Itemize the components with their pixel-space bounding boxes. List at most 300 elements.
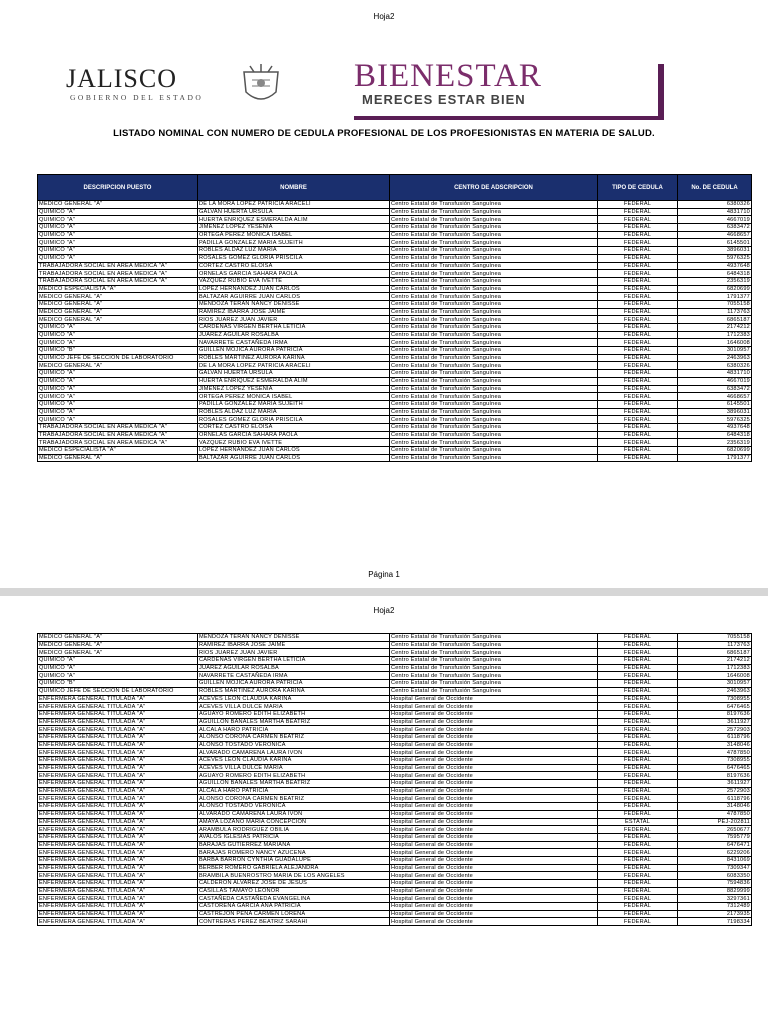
cell-nombre: CARDENAS VIRGEN BERTHA LETICIA <box>198 657 390 665</box>
jalisco-logo-subtitle: GOBIERNO DEL ESTADO <box>70 93 204 102</box>
cell-centro: Centro Estatal de Transfusión Sanguínea <box>390 672 598 680</box>
table-row <box>38 285 752 293</box>
cell-numero-cedula: 8197636 <box>678 772 752 780</box>
cell-nombre: MENDOZA TERAN NANCY DENISSE <box>198 300 390 308</box>
cell-tipo-cedula: FEDERAL <box>598 772 678 780</box>
cell-nombre: ACEVES LEON CLAUDIA KARINA <box>198 757 390 765</box>
cell-tipo-cedula: FEDERAL <box>598 787 678 795</box>
cell-numero-cedula: 1791377 <box>678 293 752 301</box>
cell-tipo-cedula: FEDERAL <box>598 316 678 324</box>
cell-numero-cedula: 7198334 <box>678 918 752 926</box>
cell-nombre: ALVARADO CAMARENA LAURA IVON <box>198 749 390 757</box>
cell-numero-cedula: 6118796 <box>678 795 752 803</box>
cell-puesto: QUIMICO "A" <box>38 385 198 393</box>
cell-centro: Centro Estatal de Transfusión Sanguínea <box>390 308 598 316</box>
table-row <box>38 841 752 849</box>
cell-puesto: ENFERMERA GENERAL TITULADA "A" <box>38 864 198 872</box>
table-row <box>38 216 752 224</box>
cell-centro: Centro Estatal de Transfusión Sanguínea <box>390 354 598 362</box>
cell-puesto: MEDICO GENERAL "A" <box>38 454 198 462</box>
cell-tipo-cedula: FEDERAL <box>598 757 678 765</box>
cell-numero-cedula: 6476465 <box>678 764 752 772</box>
table-row <box>38 749 752 757</box>
cell-puesto: QUIMICO "A" <box>38 254 198 262</box>
cell-numero-cedula: 3297361 <box>678 895 752 903</box>
table-row <box>38 687 752 695</box>
cell-nombre: ORTEGA PEREZ MONICA ISABEL <box>198 231 390 239</box>
cell-puesto: QUIMICO "A" <box>38 224 198 232</box>
cell-numero-cedula: 6484318 <box>678 270 752 278</box>
cell-nombre: ORNELAS GARCIA SAHARA PAOLA <box>198 431 390 439</box>
cell-numero-cedula: 5976325 <box>678 254 752 262</box>
cell-centro: Hospital General de Occidente <box>390 872 598 880</box>
table-row <box>38 439 752 447</box>
cell-centro: Centro Estatal de Transfusión Sanguínea <box>390 285 598 293</box>
table-row <box>38 400 752 408</box>
cell-tipo-cedula: FEDERAL <box>598 224 678 232</box>
cell-numero-cedula: 7055158 <box>678 634 752 642</box>
cell-puesto: QUIMICO "A" <box>38 393 198 401</box>
cell-nombre: ACEVES LEON CLAUDIA KARINA <box>198 695 390 703</box>
table-row <box>38 231 752 239</box>
table-row <box>38 657 752 665</box>
sheet-label: Hoja2 <box>373 606 395 615</box>
cell-tipo-cedula: FEDERAL <box>598 393 678 401</box>
table-row <box>38 795 752 803</box>
cell-tipo-cedula: FEDERAL <box>598 324 678 332</box>
cell-numero-cedula: 3148046 <box>678 803 752 811</box>
cell-puesto: QUIMICO "A" <box>38 216 198 224</box>
cell-nombre: BARAJAS GUTIERREZ MARIANA <box>198 841 390 849</box>
table-row <box>38 672 752 680</box>
cell-puesto: MEDICO ESPECIALISTA "A" <box>38 447 198 455</box>
cell-centro: Centro Estatal de Transfusión Sanguínea <box>390 262 598 270</box>
cell-tipo-cedula: FEDERAL <box>598 803 678 811</box>
cell-tipo-cedula: FEDERAL <box>598 680 678 688</box>
cell-nombre: RIOS JUAREZ JUAN JAVIER <box>198 649 390 657</box>
cell-numero-cedula: 8829999 <box>678 887 752 895</box>
table-row <box>38 887 752 895</box>
cell-numero-cedula: 6380326 <box>678 201 752 209</box>
table-row <box>38 772 752 780</box>
cell-tipo-cedula: FEDERAL <box>598 895 678 903</box>
cell-centro: Hospital General de Occidente <box>390 810 598 818</box>
cell-centro: Centro Estatal de Transfusión Sanguínea <box>390 687 598 695</box>
cell-nombre: CORTEZ CASTRO ELOISA <box>198 262 390 270</box>
cell-numero-cedula: 3010957 <box>678 347 752 355</box>
cell-nombre: ALONSO TOSTADO VERONICA <box>198 803 390 811</box>
cell-tipo-cedula: FEDERAL <box>598 454 678 462</box>
cell-puesto: ENFERMERA GENERAL TITULADA "A" <box>38 918 198 926</box>
cell-nombre: CASTORENA GARCIA ANA PATRICIA <box>198 903 390 911</box>
cell-puesto: MEDICO GENERAL "A" <box>38 300 198 308</box>
cell-centro: Centro Estatal de Transfusión Sanguínea <box>390 377 598 385</box>
cell-puesto: QUIMICO "A" <box>38 324 198 332</box>
table-row <box>38 895 752 903</box>
cell-nombre: DE LA MORA LOPEZ PATRICIA ARACELI <box>198 362 390 370</box>
cell-nombre: BARBA BARRON CYNTHIA GUADALUPE <box>198 856 390 864</box>
table-row <box>38 431 752 439</box>
cell-centro: Hospital General de Occidente <box>390 749 598 757</box>
cell-puesto: MEDICO GENERAL "A" <box>38 649 198 657</box>
cell-nombre: ROSALES GOMEZ GLORIA PRISCILA <box>198 416 390 424</box>
table-row <box>38 833 752 841</box>
cell-centro: Centro Estatal de Transfusión Sanguínea <box>390 216 598 224</box>
cell-puesto: QUIMICO "A" <box>38 416 198 424</box>
cell-nombre: ALONSO CORONA CARMEN BEATRIZ <box>198 733 390 741</box>
cell-centro: Centro Estatal de Transfusión Sanguínea <box>390 634 598 642</box>
cell-centro: Centro Estatal de Transfusión Sanguínea <box>390 324 598 332</box>
cell-centro: Hospital General de Occidente <box>390 780 598 788</box>
cell-puesto: QUIMICO "A" <box>38 370 198 378</box>
cell-puesto: QUIMICO "A" <box>38 377 198 385</box>
cell-numero-cedula: 6118796 <box>678 733 752 741</box>
header-descripcion-puesto: DESCRIPCION PUESTO <box>38 175 198 201</box>
cell-centro: Centro Estatal de Transfusión Sanguínea <box>390 423 598 431</box>
cell-tipo-cedula: ESTATAL <box>598 818 678 826</box>
cell-centro: Centro Estatal de Transfusión Sanguínea <box>390 231 598 239</box>
cell-centro: Centro Estatal de Transfusión Sanguínea <box>390 316 598 324</box>
cell-tipo-cedula: FEDERAL <box>598 201 678 209</box>
table-row <box>38 757 752 765</box>
cell-tipo-cedula: FEDERAL <box>598 872 678 880</box>
cell-numero-cedula: 3611927 <box>678 718 752 726</box>
cell-puesto: MEDICO GENERAL "A" <box>38 308 198 316</box>
cell-centro: Centro Estatal de Transfusión Sanguínea <box>390 224 598 232</box>
cell-puesto: QUIMICO "A" <box>38 239 198 247</box>
bienestar-logo-subtitle: MERECES ESTAR BIEN <box>362 92 526 107</box>
cell-tipo-cedula: FEDERAL <box>598 431 678 439</box>
cell-tipo-cedula: FEDERAL <box>598 672 678 680</box>
cell-tipo-cedula: FEDERAL <box>598 764 678 772</box>
cell-puesto: MEDICO GENERAL "A" <box>38 634 198 642</box>
table-row <box>38 331 752 339</box>
cell-centro: Hospital General de Occidente <box>390 757 598 765</box>
table-row <box>38 680 752 688</box>
cell-puesto: ENFERMERA GENERAL TITULADA "A" <box>38 695 198 703</box>
cell-puesto: MEDICO GENERAL "A" <box>38 641 198 649</box>
cell-puesto: ENFERMERA GENERAL TITULADA "A" <box>38 741 198 749</box>
cell-tipo-cedula: FEDERAL <box>598 864 678 872</box>
table-row <box>38 664 752 672</box>
cell-nombre: JUAREZ AGUILAR ROSALBA <box>198 664 390 672</box>
cell-tipo-cedula: FEDERAL <box>598 408 678 416</box>
cell-numero-cedula: 1173763 <box>678 308 752 316</box>
cell-tipo-cedula: FEDERAL <box>598 880 678 888</box>
jalisco-logo-text: JALISCO <box>66 64 178 93</box>
cell-centro: Centro Estatal de Transfusión Sanguínea <box>390 416 598 424</box>
cell-tipo-cedula: FEDERAL <box>598 903 678 911</box>
header-nombre: NOMBRE <box>198 175 390 201</box>
cell-centro: Hospital General de Occidente <box>390 864 598 872</box>
cell-numero-cedula: 3010957 <box>678 680 752 688</box>
cell-numero-cedula: 4667019 <box>678 216 752 224</box>
cell-nombre: ALONSO CORONA CARMEN BEATRIZ <box>198 795 390 803</box>
table-row <box>38 710 752 718</box>
cell-nombre: BALTAZAR AGUIRRE JUAN CARLOS <box>198 454 390 462</box>
cell-centro: Hospital General de Occidente <box>390 841 598 849</box>
cell-centro: Hospital General de Occidente <box>390 895 598 903</box>
cell-numero-cedula: 6865187 <box>678 649 752 657</box>
cell-tipo-cedula: FEDERAL <box>598 377 678 385</box>
cell-puesto: ENFERMERA GENERAL TITULADA "A" <box>38 849 198 857</box>
cell-nombre: ALCALA HARO PATRICIA <box>198 726 390 734</box>
cell-centro: Hospital General de Occidente <box>390 803 598 811</box>
cell-tipo-cedula: FEDERAL <box>598 657 678 665</box>
cell-centro: Centro Estatal de Transfusión Sanguínea <box>390 270 598 278</box>
cell-numero-cedula: 4937648 <box>678 423 752 431</box>
cell-tipo-cedula: FEDERAL <box>598 277 678 285</box>
cell-centro: Centro Estatal de Transfusión Sanguínea <box>390 201 598 209</box>
cell-numero-cedula: 2463963 <box>678 687 752 695</box>
cell-nombre: PADILLA GONZALEZ MARIA SUJEITH <box>198 400 390 408</box>
table-row <box>38 741 752 749</box>
cell-puesto: ENFERMERA GENERAL TITULADA "A" <box>38 757 198 765</box>
cell-nombre: CASTAÑEDA CASTAÑEDA EVANGELINA <box>198 895 390 903</box>
cell-tipo-cedula: FEDERAL <box>598 447 678 455</box>
table-row <box>38 764 752 772</box>
cell-nombre: ROBLES MARTINEZ AURORA KARINA <box>198 687 390 695</box>
cell-centro: Hospital General de Occidente <box>390 772 598 780</box>
cell-tipo-cedula: FEDERAL <box>598 285 678 293</box>
table-row <box>38 262 752 270</box>
cell-tipo-cedula: FEDERAL <box>598 887 678 895</box>
cell-numero-cedula: 2650677 <box>678 826 752 834</box>
cell-tipo-cedula: FEDERAL <box>598 718 678 726</box>
cell-tipo-cedula: FEDERAL <box>598 780 678 788</box>
table-row <box>38 247 752 255</box>
cell-centro: Centro Estatal de Transfusión Sanguínea <box>390 300 598 308</box>
cell-centro: Centro Estatal de Transfusión Sanguínea <box>390 239 598 247</box>
cell-tipo-cedula: FEDERAL <box>598 439 678 447</box>
cell-numero-cedula: 4831710 <box>678 208 752 216</box>
cell-nombre: ALCALA HARO PATRICIA <box>198 787 390 795</box>
table-row <box>38 300 752 308</box>
cell-centro: Centro Estatal de Transfusión Sanguínea <box>390 347 598 355</box>
cell-centro: Hospital General de Occidente <box>390 795 598 803</box>
header-centro-adscripcion: CENTRO DE ADSCRIPCION <box>390 175 598 201</box>
cell-numero-cedula: 6383472 <box>678 224 752 232</box>
cell-nombre: ORNELAS GARCIA SAHARA PAOLA <box>198 270 390 278</box>
cell-numero-cedula: 6380326 <box>678 362 752 370</box>
cell-nombre: BALTAZAR AGUIRRE JUAN CARLOS <box>198 293 390 301</box>
cell-tipo-cedula: FEDERAL <box>598 749 678 757</box>
bienestar-logo-underline <box>354 116 664 120</box>
cell-nombre: LOPEZ HERNANDEZ JUAN CARLOS <box>198 285 390 293</box>
table-row <box>38 787 752 795</box>
cell-numero-cedula: 6145501 <box>678 239 752 247</box>
cell-nombre: GUILLEN MOJICA AURORA PATRICIA <box>198 347 390 355</box>
table-row <box>38 447 752 455</box>
cell-centro: Centro Estatal de Transfusión Sanguínea <box>390 331 598 339</box>
cell-centro: Centro Estatal de Transfusión Sanguínea <box>390 293 598 301</box>
cell-nombre: JUAREZ AGUILAR ROSALBA <box>198 331 390 339</box>
cell-numero-cedula: 7309347 <box>678 864 752 872</box>
cell-nombre: RAMIREZ IBARRA JOSE JAIME <box>198 641 390 649</box>
cell-numero-cedula: 2356319 <box>678 439 752 447</box>
cell-puesto: MEDICO GENERAL "A" <box>38 316 198 324</box>
table-row <box>38 903 752 911</box>
table-row <box>38 856 752 864</box>
table-row <box>38 880 752 888</box>
cell-numero-cedula: 3148046 <box>678 741 752 749</box>
cell-centro: Hospital General de Occidente <box>390 903 598 911</box>
table-row <box>38 826 752 834</box>
cell-numero-cedula: 3896031 <box>678 247 752 255</box>
cell-centro: Hospital General de Occidente <box>390 856 598 864</box>
cell-numero-cedula: 6383472 <box>678 385 752 393</box>
cell-nombre: GUILLEN MOJICA AURORA PATRICIA <box>198 680 390 688</box>
cell-puesto: ENFERMERA GENERAL TITULADA "A" <box>38 910 198 918</box>
cell-nombre: CASTREJON PEÑA CARMEN LORENA <box>198 910 390 918</box>
cell-centro: Hospital General de Occidente <box>390 787 598 795</box>
cell-tipo-cedula: FEDERAL <box>598 918 678 926</box>
table-row <box>38 423 752 431</box>
cell-nombre: ROBLES ALDAZ LUZ MARIA <box>198 247 390 255</box>
cell-centro: Centro Estatal de Transfusión Sanguínea <box>390 254 598 262</box>
cell-centro: Centro Estatal de Transfusión Sanguínea <box>390 664 598 672</box>
cell-nombre: BARAJAS ROMERO NANCY AZUCENA <box>198 849 390 857</box>
table-row <box>38 293 752 301</box>
cell-numero-cedula: 6484318 <box>678 431 752 439</box>
cell-tipo-cedula: FEDERAL <box>598 208 678 216</box>
cell-tipo-cedula: FEDERAL <box>598 856 678 864</box>
table-row <box>38 780 752 788</box>
cell-nombre: RAMIREZ IBARRA JOSE JAIME <box>198 308 390 316</box>
table-row <box>38 803 752 811</box>
cell-puesto: QUIMICO "A" <box>38 231 198 239</box>
cell-puesto: MEDICO GENERAL "A" <box>38 293 198 301</box>
cell-puesto: MEDICO GENERAL "A" <box>38 201 198 209</box>
cell-numero-cedula: 2572903 <box>678 787 752 795</box>
cell-numero-cedula: 4667019 <box>678 377 752 385</box>
cell-puesto: MEDICO ESPECIALISTA "A" <box>38 285 198 293</box>
cell-tipo-cedula: FEDERAL <box>598 664 678 672</box>
cell-puesto: QUIMICO "A" <box>38 408 198 416</box>
cell-puesto: TRABAJADORA SOCIAL EN AREA MEDICA "A" <box>38 262 198 270</box>
cell-numero-cedula: 2463963 <box>678 354 752 362</box>
table-row <box>38 695 752 703</box>
cell-puesto: QUIMICO "A" <box>38 247 198 255</box>
cell-centro: Hospital General de Occidente <box>390 741 598 749</box>
cell-nombre: JIMENEZ LOPEZ YESENIA <box>198 385 390 393</box>
cell-numero-cedula: 6229206 <box>678 849 752 857</box>
table-row <box>38 918 752 926</box>
cell-tipo-cedula: FEDERAL <box>598 841 678 849</box>
cell-tipo-cedula: FEDERAL <box>598 710 678 718</box>
cell-tipo-cedula: FEDERAL <box>598 634 678 642</box>
table-row <box>38 270 752 278</box>
cell-puesto: ENFERMERA GENERAL TITULADA "A" <box>38 749 198 757</box>
cell-puesto: ENFERMERA GENERAL TITULADA "A" <box>38 726 198 734</box>
table-row <box>38 362 752 370</box>
cell-numero-cedula: 4668657 <box>678 393 752 401</box>
header-numero-cedula: No. DE CEDULA <box>678 175 752 201</box>
cell-nombre: AMAYA LOZANO MARIA CONCEPCION <box>198 818 390 826</box>
cell-numero-cedula: 1712383 <box>678 331 752 339</box>
cell-puesto: ENFERMERA GENERAL TITULADA "A" <box>38 841 198 849</box>
cell-nombre: ALONSO TOSTADO VERONICA <box>198 741 390 749</box>
cell-numero-cedula: 2173935 <box>678 910 752 918</box>
cell-nombre: RIOS JUAREZ JUAN JAVIER <box>198 316 390 324</box>
table-row <box>38 726 752 734</box>
document-title: LISTADO NOMINAL CON NUMERO DE CEDULA PROFESIONAL DE LOS PROFESIONISTAS EN MATERIA DE SALUD. <box>113 128 655 139</box>
page-footer: Página 1 <box>368 570 400 579</box>
cell-numero-cedula: 7308955 <box>678 757 752 765</box>
cell-puesto: TRABAJADORA SOCIAL EN AREA MEDICA "A" <box>38 277 198 285</box>
table-row <box>38 347 752 355</box>
cell-centro: Hospital General de Occidente <box>390 887 598 895</box>
cell-puesto: ENFERMERA GENERAL TITULADA "A" <box>38 764 198 772</box>
cell-puesto: ENFERMERA GENERAL TITULADA "A" <box>38 903 198 911</box>
cell-tipo-cedula: FEDERAL <box>598 362 678 370</box>
cell-puesto: ENFERMERA GENERAL TITULADA "A" <box>38 795 198 803</box>
cell-tipo-cedula: FEDERAL <box>598 262 678 270</box>
cell-nombre: ACEVES VILLA DULCE MARIA <box>198 703 390 711</box>
cell-tipo-cedula: FEDERAL <box>598 810 678 818</box>
cell-tipo-cedula: FEDERAL <box>598 270 678 278</box>
cell-centro: Centro Estatal de Transfusión Sanguínea <box>390 439 598 447</box>
cell-centro: Hospital General de Occidente <box>390 849 598 857</box>
cell-tipo-cedula: FEDERAL <box>598 795 678 803</box>
cell-centro: Hospital General de Occidente <box>390 733 598 741</box>
cell-nombre: PADILLA GONZALEZ MARIA SUJEITH <box>198 239 390 247</box>
cell-centro: Hospital General de Occidente <box>390 726 598 734</box>
table-row <box>38 316 752 324</box>
cell-nombre: CONTRERAS PEREZ BEATRIZ SARAHI <box>198 918 390 926</box>
cell-numero-cedula: 5976325 <box>678 416 752 424</box>
cell-puesto: ENFERMERA GENERAL TITULADA "A" <box>38 718 198 726</box>
cell-nombre: DE LA MORA LOPEZ PATRICIA ARACELI <box>198 201 390 209</box>
cell-numero-cedula: 2174212 <box>678 324 752 332</box>
cell-tipo-cedula: FEDERAL <box>598 293 678 301</box>
table-row <box>38 354 752 362</box>
cell-numero-cedula: 8197636 <box>678 710 752 718</box>
cell-nombre: NAVARRETE CASTAÑEDA IRMA <box>198 339 390 347</box>
cell-nombre: ARAMBULA RODRIGUEZ OBILIA <box>198 826 390 834</box>
cell-tipo-cedula: FEDERAL <box>598 385 678 393</box>
cell-nombre: BERBER ROMERO GABRIELA ALEJANDRA <box>198 864 390 872</box>
cell-puesto: QUIMICO "A" <box>38 331 198 339</box>
cell-tipo-cedula: FEDERAL <box>598 641 678 649</box>
cell-numero-cedula: 6476471 <box>678 841 752 849</box>
cell-puesto: TRABAJADORA SOCIAL EN AREA MEDICA "A" <box>38 270 198 278</box>
cell-numero-cedula: 7594836 <box>678 880 752 888</box>
table-row <box>38 416 752 424</box>
cell-puesto: QUIMICO "A" <box>38 672 198 680</box>
cell-nombre: ORTEGA PEREZ MONICA ISABEL <box>198 393 390 401</box>
cell-nombre: ROBLES ALDAZ LUZ MARIA <box>198 408 390 416</box>
cell-centro: Hospital General de Occidente <box>390 703 598 711</box>
cell-numero-cedula: 1646008 <box>678 672 752 680</box>
table-row <box>38 408 752 416</box>
cell-centro: Centro Estatal de Transfusión Sanguínea <box>390 431 598 439</box>
cell-centro: Centro Estatal de Transfusión Sanguínea <box>390 400 598 408</box>
cell-tipo-cedula: FEDERAL <box>598 687 678 695</box>
cell-puesto: ENFERMERA GENERAL TITULADA "A" <box>38 772 198 780</box>
table-row <box>38 733 752 741</box>
cell-puesto: ENFERMERA GENERAL TITULADA "A" <box>38 872 198 880</box>
cell-nombre: ROSALES GOMEZ GLORIA PRISCILA <box>198 254 390 262</box>
cell-numero-cedula: 4831710 <box>678 370 752 378</box>
cell-numero-cedula: 4937648 <box>678 262 752 270</box>
cell-numero-cedula: 3896031 <box>678 408 752 416</box>
table-row <box>38 649 752 657</box>
cell-tipo-cedula: FEDERAL <box>598 254 678 262</box>
cell-nombre: ACEVES VILLA DULCE MARIA <box>198 764 390 772</box>
table-row <box>38 377 752 385</box>
cell-tipo-cedula: FEDERAL <box>598 703 678 711</box>
